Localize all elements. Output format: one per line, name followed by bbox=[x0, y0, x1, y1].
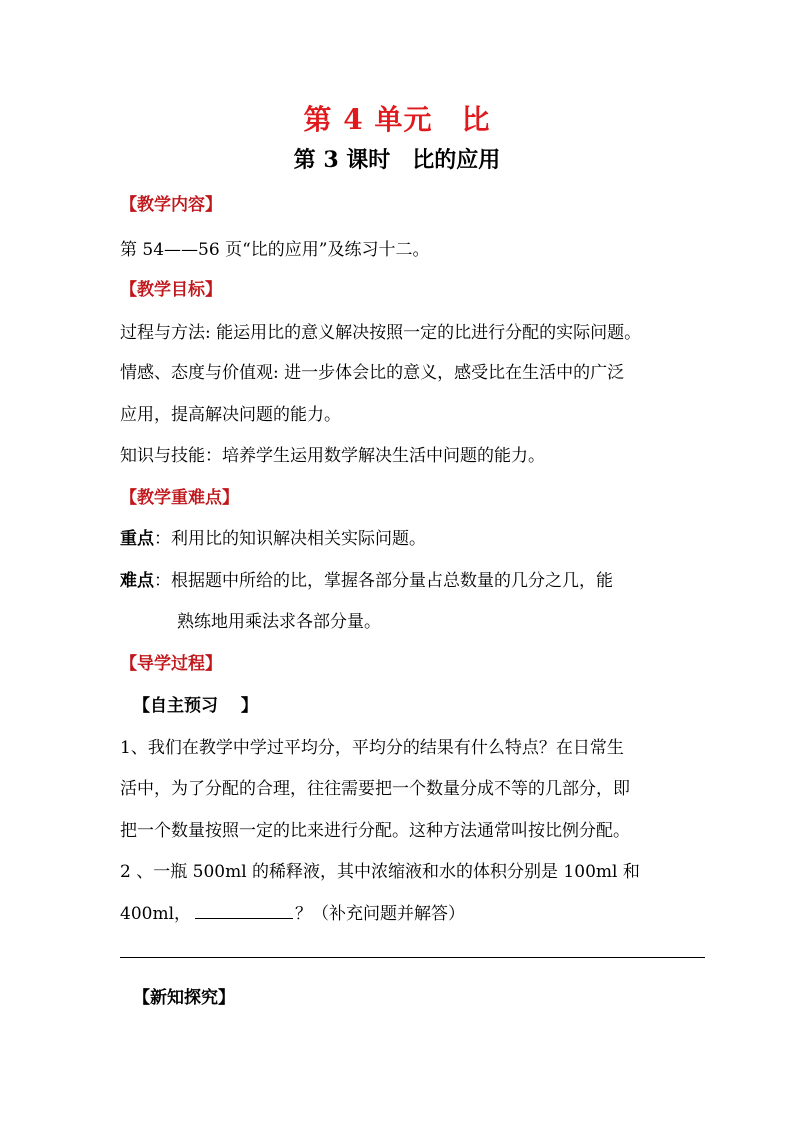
difficult-point-line bbox=[120, 566, 613, 591]
goal-line: 应用，提高解决问题的能力。 bbox=[120, 405, 341, 425]
preview-last-suffix: ？（补充问题并解答） bbox=[295, 904, 466, 924]
goal-line: 情感、态度与价值观: 进一步体会比的意义，感受比在生活中的广泛 bbox=[120, 363, 625, 383]
preview-line: 活中，为了分配的合理，往往需要把一个数量分成不等的几部分，即 bbox=[120, 779, 630, 799]
goal-line: 过程与方法: 能运用比的意义解决按照一定的比进行分配的实际问题。 bbox=[120, 323, 642, 343]
process-heading: 【导学过程】 bbox=[120, 654, 222, 674]
preview-last-prefix: 400ml， bbox=[120, 904, 192, 924]
difficult-text-continued: 熟练地用乘法求各部分量。 bbox=[177, 612, 381, 632]
unit-title: 第 4 单元 比 bbox=[303, 103, 491, 136]
goals-heading: 【教学目标】 bbox=[120, 280, 222, 300]
preview-heading: 【自主预习 】 bbox=[133, 696, 258, 716]
preview-question-line bbox=[120, 899, 465, 924]
preview-line: 把一个数量按照一定的比来进行分配。这种方法通常叫按比例分配。 bbox=[120, 821, 630, 841]
explore-heading: 【新知探究】 bbox=[133, 988, 235, 1008]
key-point-line bbox=[120, 524, 426, 549]
divider-line bbox=[120, 957, 705, 958]
preview-line: 1、我们在教学中学过平均分，平均分的结果有什么特点？在日常生 bbox=[120, 738, 624, 758]
key-text: ：利用比的知识解决相关实际问题。 bbox=[154, 529, 426, 549]
preview-line: 2 、一瓶 500ml 的稀释液，其中浓缩液和水的体积分别是 100ml 和 bbox=[120, 862, 640, 882]
key-heading: 【教学重难点】 bbox=[120, 488, 239, 508]
lesson-title: 第 3 课时 比的应用 bbox=[293, 147, 501, 173]
key-label: 重点 bbox=[120, 529, 154, 549]
difficult-text: ：根据题中所给的比，掌握各部分量占总数量的几分之几，能 bbox=[154, 571, 613, 591]
content-heading: 【教学内容】 bbox=[120, 195, 222, 215]
content-text: 第 54——56 页“比的应用”及练习十二。 bbox=[120, 240, 430, 260]
answer-blank[interactable] bbox=[195, 902, 293, 919]
difficult-label: 难点 bbox=[120, 571, 154, 591]
goal-line: 知识与技能：培养学生运用数学解决生活中问题的能力。 bbox=[120, 446, 545, 466]
